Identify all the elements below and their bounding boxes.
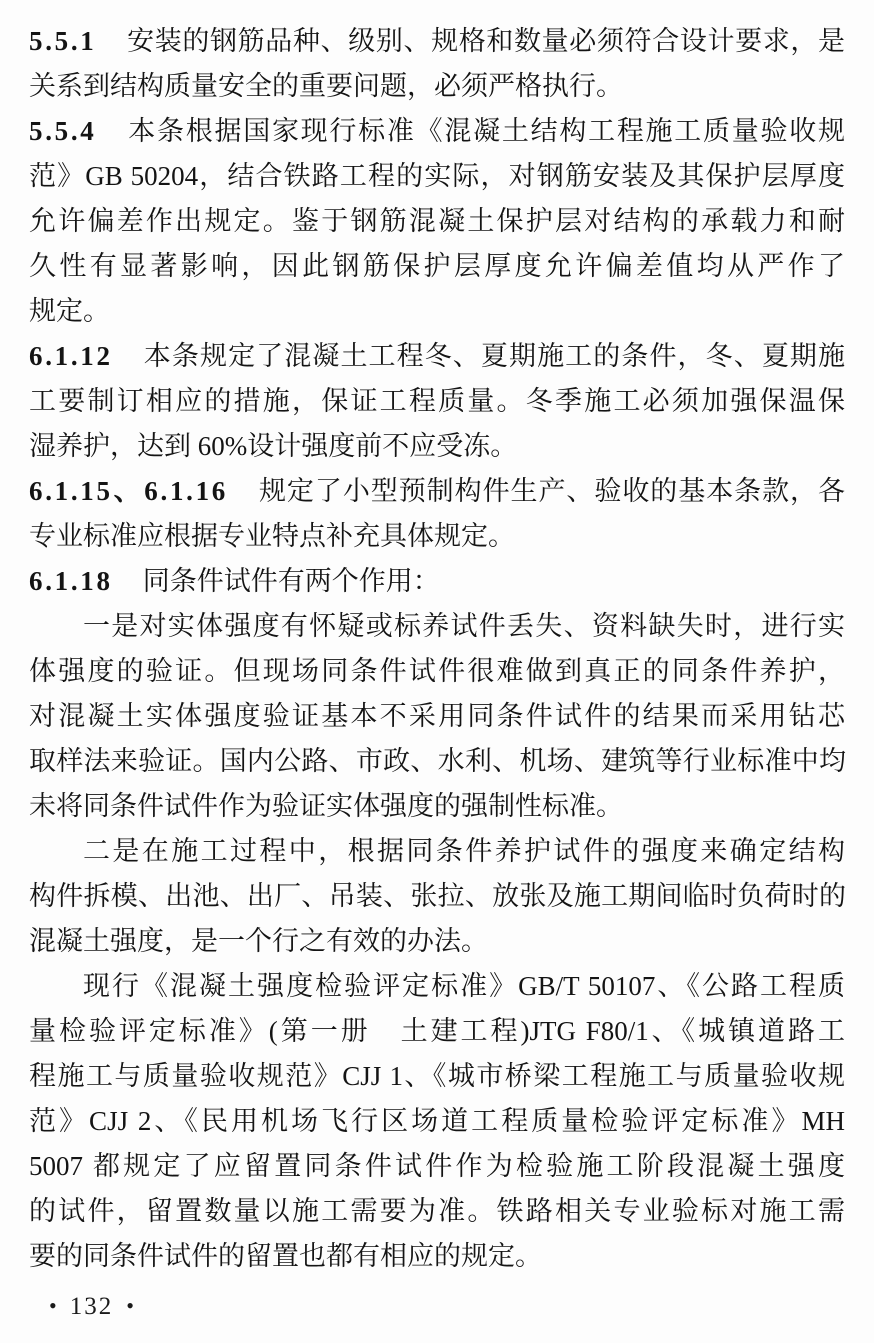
text-line — [29, 919, 845, 964]
line-text: 5007 都规定了应留置同条件试件作为检验施工阶段混凝土强度 — [29, 1151, 845, 1181]
line-text: 安装的钢筋品种、级别、规格和数量必须符合设计要求，是 — [126, 26, 845, 56]
line-text: 工要制订相应的措施，保证工程质量。冬季施工必须加强保温保 — [29, 386, 845, 416]
line-text: 取样法来验证。国内公路、市政、水利、机场、建筑等行业标准中均 — [29, 746, 845, 776]
line-text: 规定了小型预制构件生产、验收的基本条款，各 — [258, 476, 846, 506]
clause-number: 5.5.1 — [29, 26, 97, 56]
line-text: 本条规定了混凝土工程冬、夏期施工的条件，冬、夏期施 — [142, 341, 845, 371]
text-line — [29, 604, 845, 649]
text-line — [29, 334, 845, 379]
line-text: 二是在施工过程中，根据同条件养护试件的强度来确定结构 — [83, 836, 845, 866]
line-text: 一是对实体强度有怀疑或标养试件丢失、资料缺失时，进行实 — [83, 611, 845, 641]
text-line — [29, 199, 845, 244]
clause-number: 6.1.18 — [29, 566, 113, 596]
text-line — [29, 424, 845, 469]
line-text: 本条根据国家现行标准《混凝土结构工程施工质量验收规 — [126, 116, 845, 146]
clause-number: 6.1.15、6.1.16 — [29, 476, 229, 506]
line-text: 体强度的验证。但现场同条件试件很难做到真正的同条件养护， — [29, 656, 845, 686]
clause-number: 5.5.4 — [29, 116, 97, 146]
text-line — [29, 64, 845, 109]
page-footer — [29, 1291, 845, 1322]
text-line — [29, 1009, 845, 1054]
text-line — [29, 19, 845, 64]
text-line — [29, 1054, 845, 1099]
text-line — [29, 874, 845, 919]
footer-left-bullet-icon: • — [49, 1293, 57, 1318]
text-line — [29, 1099, 845, 1144]
line-text: 未将同条件试件作为验证实体强度的强制性标准。 — [29, 791, 623, 821]
line-text: 混凝土强度，是一个行之有效的办法。 — [29, 926, 488, 956]
line-text: 专业标准应根据专业特点补充具体规定。 — [29, 521, 515, 551]
line-text: 构件拆模、出池、出厂、吊装、张拉、放张及施工期间临时负荷时的 — [29, 881, 845, 911]
text-line — [29, 1234, 845, 1279]
text-line — [29, 784, 845, 829]
text-line — [29, 559, 845, 604]
line-text: 关系到结构质量安全的重要问题，必须严格执行。 — [29, 71, 623, 101]
line-text: 的试件，留置数量以施工需要为准。铁路相关专业验标对施工需 — [29, 1196, 845, 1226]
text-line — [29, 289, 845, 334]
text-line — [29, 514, 845, 559]
clause-number: 6.1.12 — [29, 341, 113, 371]
text-line — [29, 1144, 845, 1189]
line-text: 规定。 — [29, 296, 110, 326]
text-line — [29, 739, 845, 784]
line-text: 范》CJJ 2、《民用机场飞行区场道工程质量检验评定标准》MH — [29, 1106, 845, 1136]
line-text: 同条件试件有两个作用： — [142, 566, 440, 596]
line-text: 量检验评定标准》(第一册 土建工程)JTG F80/1、《城镇道路工 — [29, 1016, 845, 1046]
footer-right-bullet-icon: • — [126, 1293, 134, 1318]
text-line — [29, 469, 845, 514]
text-line — [29, 1189, 845, 1234]
line-text: 湿养护，达到 60%设计强度前不应受冻。 — [29, 431, 518, 461]
line-text: 要的同条件试件的留置也都有相应的规定。 — [29, 1241, 542, 1271]
line-text: 对混凝土实体强度验证基本不采用同条件试件的结果而采用钻芯 — [29, 701, 845, 731]
text-line — [29, 694, 845, 739]
page-number: 132 — [69, 1293, 114, 1320]
text-line — [29, 649, 845, 694]
line-text: 久性有显著影响，因此钢筋保护层厚度允许偏差值均从严作了 — [29, 251, 845, 281]
text-line — [29, 244, 845, 289]
line-text: 现行《混凝土强度检验评定标准》GB/T 50107、《公路工程质 — [83, 971, 845, 1001]
line-text: 范》GB 50204，结合铁路工程的实际，对钢筋安装及其保护层厚度 — [29, 161, 845, 191]
text-line — [29, 109, 845, 154]
text-line — [29, 154, 845, 199]
line-text: 允许偏差作出规定。鉴于钢筋混凝土保护层对结构的承载力和耐 — [29, 206, 845, 236]
line-text: 程施工与质量验收规范》CJJ 1、《城市桥梁工程施工与质量验收规 — [29, 1061, 845, 1091]
text-line — [29, 829, 845, 874]
text-line — [29, 379, 845, 424]
text-line — [29, 964, 845, 1009]
